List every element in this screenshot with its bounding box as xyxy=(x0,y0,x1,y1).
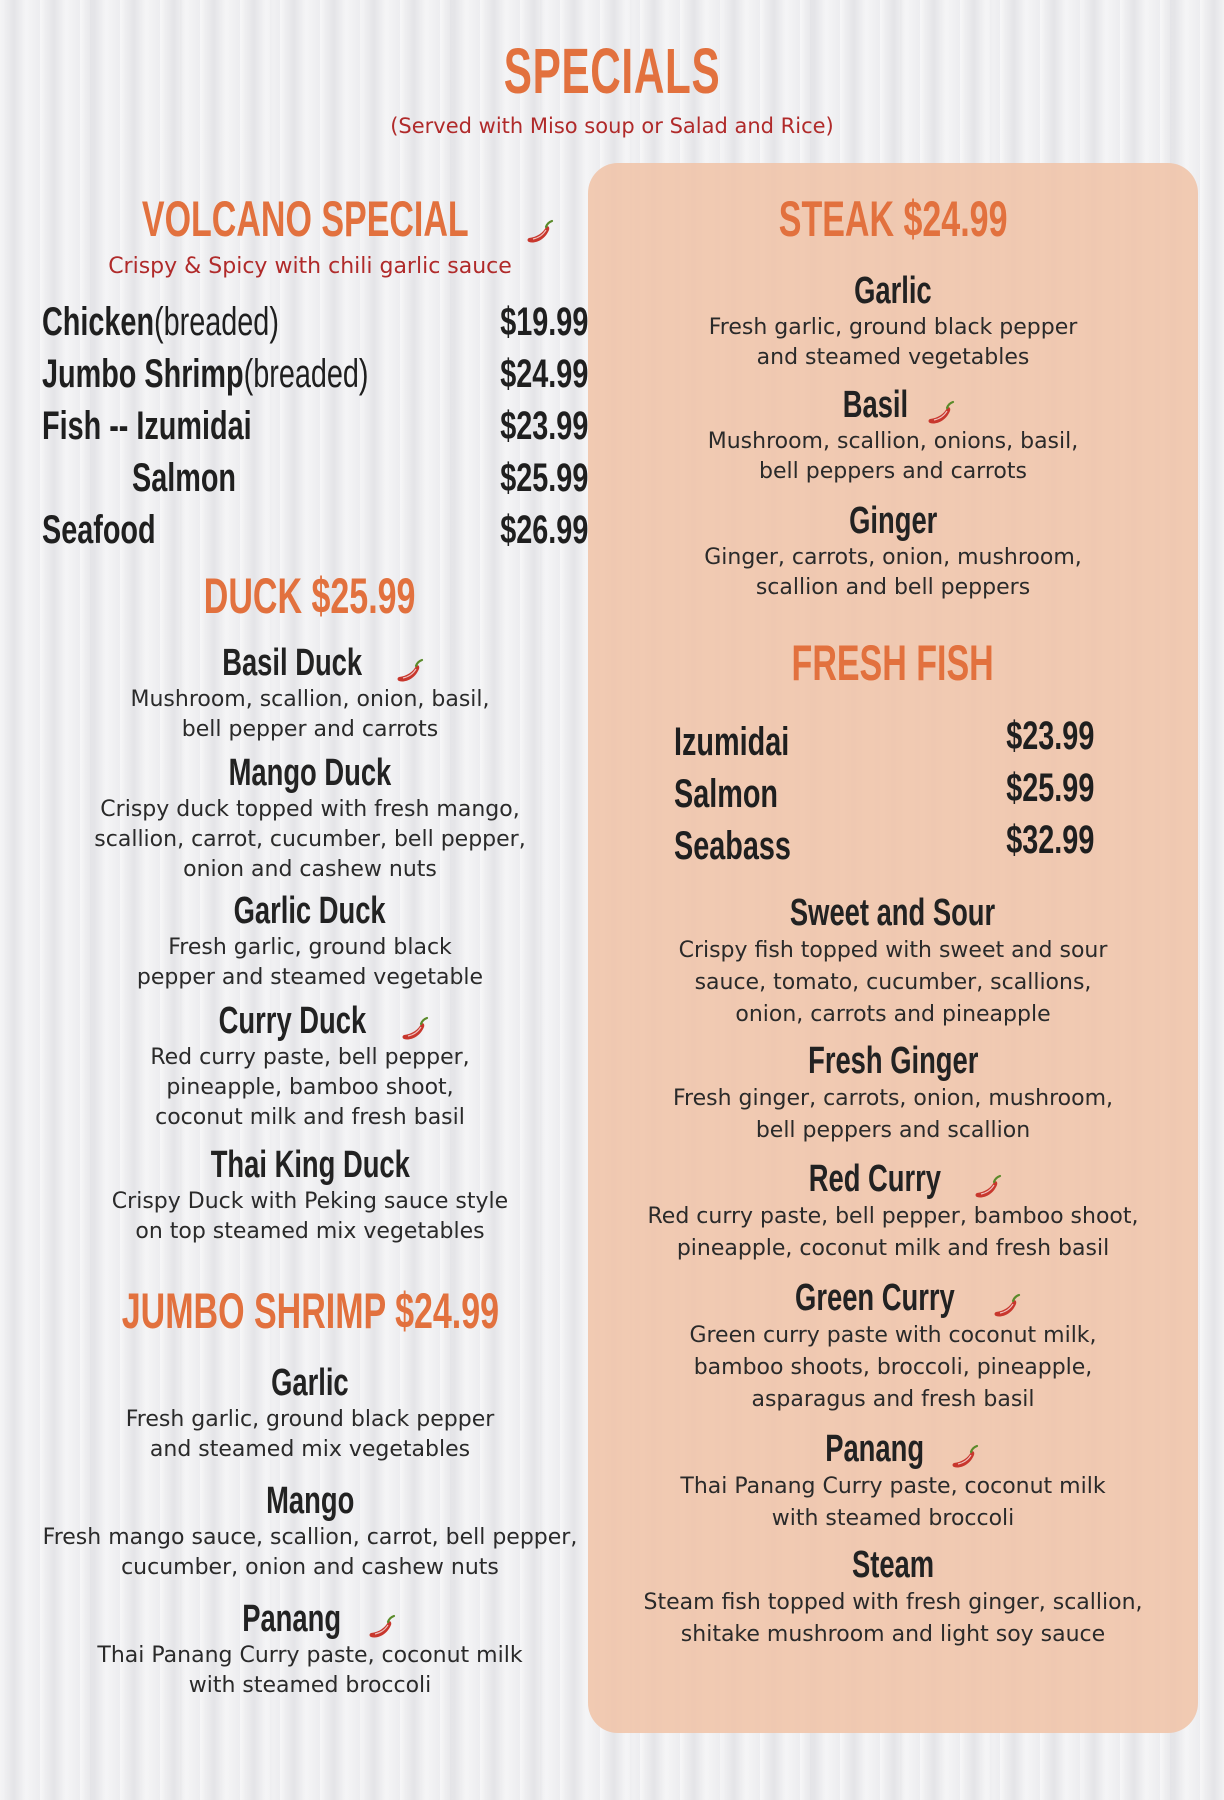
chili-pepper-icon xyxy=(973,1173,1003,1201)
dish-name: Basil Duck xyxy=(222,642,362,684)
fish-item xyxy=(674,766,1094,822)
fish-item xyxy=(674,818,1094,874)
dish-desc: bell peppers and carrots xyxy=(759,459,1027,484)
steak-dish xyxy=(588,500,1198,603)
dish-desc: bell peppers and scallion xyxy=(755,1118,1031,1143)
dish-desc: coconut milk and fresh basil xyxy=(155,1105,465,1130)
duck-dish xyxy=(20,1000,600,1133)
chili-pepper-icon xyxy=(992,1292,1022,1320)
dish-desc: Fresh garlic, ground black pepper xyxy=(125,1407,495,1432)
dish-desc: bamboo shoots, broccoli, pineapple, xyxy=(693,1355,1093,1380)
fish-dish xyxy=(588,1040,1198,1147)
chili-pepper-icon xyxy=(367,1613,397,1641)
item-name: Salmon xyxy=(132,456,237,500)
dish-desc: Red curry paste, bell pepper, xyxy=(150,1045,470,1070)
dish-name: Panang xyxy=(242,1598,342,1640)
left-column xyxy=(20,0,600,1800)
dish-name: Fresh Ginger xyxy=(807,1040,979,1082)
item-price: $25.99 xyxy=(1005,766,1094,810)
volcano-item xyxy=(42,508,588,558)
duck-dish xyxy=(20,752,600,885)
fish-section-header xyxy=(588,634,1198,692)
steak-dish xyxy=(588,270,1198,373)
dish-name: Garlic Duck xyxy=(233,890,387,932)
steak-section-header xyxy=(588,190,1198,248)
duck-section-header xyxy=(20,567,600,625)
dish-name: Basil xyxy=(842,384,908,426)
dish-desc: onion and cashew nuts xyxy=(183,857,437,882)
fish-dish xyxy=(588,1544,1198,1651)
dish-desc: Ginger, carrots, onion, mushroom, xyxy=(704,545,1082,570)
chili-pepper-icon xyxy=(400,1015,430,1043)
chili-pepper-icon xyxy=(395,657,425,685)
dish-name: Ginger xyxy=(848,500,938,542)
dish-desc: bell pepper and carrots xyxy=(181,717,439,742)
page-subtitle: (Served with Miso soup or Salad and Rice) xyxy=(390,114,834,138)
fish-title: FRESH FISH xyxy=(791,635,995,691)
volcano-title: VOLCANO SPECIAL xyxy=(141,191,469,247)
item-name: Fish -- Izumidai xyxy=(42,404,252,448)
dish-desc: Mushroom, scallion, onion, basil, xyxy=(130,687,490,712)
dish-desc: scallion and bell peppers xyxy=(755,575,1031,600)
dish-desc: Steam fish topped with fresh ginger, scallion, xyxy=(643,1590,1143,1615)
volcano-section-header xyxy=(20,190,600,248)
fish-dish xyxy=(588,1158,1198,1265)
item-name: Jumbo Shrimp xyxy=(42,352,244,396)
dish-desc: onion, carrots and pineapple xyxy=(735,1002,1051,1027)
dish-desc: Thai Panang Curry paste, coconut milk xyxy=(97,1643,523,1668)
dish-desc: Mushroom, scallion, onions, basil, xyxy=(707,429,1079,454)
item-name: Salmon xyxy=(674,772,779,816)
item-name: Izumidai xyxy=(674,720,790,764)
steak-title: STEAK $24.99 xyxy=(778,191,1008,247)
shrimp-dish xyxy=(20,1480,600,1583)
chili-pepper-icon xyxy=(926,399,956,427)
volcano-item xyxy=(42,404,588,454)
dish-name: Mango Duck xyxy=(228,752,392,794)
volcano-subtitle: Crispy & Spicy with chili garlic sauce xyxy=(108,254,512,279)
fish-dish xyxy=(588,1277,1198,1416)
item-price: $19.99 xyxy=(499,300,588,344)
item-price: $23.99 xyxy=(499,404,588,448)
dish-name: Garlic xyxy=(271,1362,349,1404)
dish-desc: pineapple, bamboo shoot, xyxy=(166,1075,454,1100)
specials-title: SPECIALS xyxy=(503,35,721,107)
dish-desc: Green curry paste with coconut milk, xyxy=(689,1323,1097,1348)
dish-desc: Fresh garlic, ground black pepper xyxy=(708,315,1078,340)
duck-dish xyxy=(20,642,600,745)
item-price: $25.99 xyxy=(499,456,588,500)
dish-desc: Fresh mango sauce, scallion, carrot, bell pepper, xyxy=(42,1525,578,1550)
dish-desc: pineapple, coconut milk and fresh basil xyxy=(676,1236,1110,1261)
dish-name: Sweet and Sour xyxy=(790,892,996,934)
dish-desc: Crispy duck topped with fresh mango, xyxy=(100,797,520,822)
shrimp-title: JUMBO SHRIMP $24.99 xyxy=(121,1283,499,1339)
dish-desc: and steamed vegetables xyxy=(756,345,1030,370)
chili-pepper-icon xyxy=(950,1443,980,1471)
item-note: (breaded) xyxy=(154,300,279,344)
fish-item xyxy=(674,714,1094,770)
item-name: Seabass xyxy=(674,824,791,868)
dish-name: Panang xyxy=(825,1428,925,1470)
dish-desc: with steamed broccoli xyxy=(771,1506,1015,1531)
item-price: $32.99 xyxy=(1005,818,1094,862)
fish-dish xyxy=(588,1428,1198,1535)
dish-desc: Crispy Duck with Peking sauce style xyxy=(111,1189,509,1214)
dish-desc: sauce, tomato, cucumber, scallions, xyxy=(694,970,1092,995)
fish-dish xyxy=(588,892,1198,1031)
dish-desc: and steamed mix vegetables xyxy=(149,1437,471,1462)
item-name: Seafood xyxy=(42,508,156,552)
dish-desc: Fresh ginger, carrots, onion, mushroom, xyxy=(672,1086,1114,1111)
shrimp-section-header xyxy=(20,1282,600,1340)
dish-name: Thai King Duck xyxy=(210,1144,410,1186)
dish-desc: asparagus and fresh basil xyxy=(751,1387,1035,1412)
item-price: $24.99 xyxy=(499,352,588,396)
dish-desc: Fresh garlic, ground black xyxy=(168,935,452,960)
dish-name: Green Curry xyxy=(795,1277,955,1319)
dish-desc: Crispy fish topped with sweet and sour xyxy=(678,938,1108,963)
chili-pepper-icon xyxy=(525,218,555,246)
volcano-item xyxy=(42,300,588,350)
right-column xyxy=(588,0,1198,1800)
dish-desc: Thai Panang Curry paste, coconut milk xyxy=(680,1474,1106,1499)
dish-desc: cucumber, onion and cashew nuts xyxy=(121,1555,499,1580)
duck-dish xyxy=(20,890,600,993)
dish-name: Mango xyxy=(265,1480,355,1522)
volcano-item xyxy=(42,456,588,506)
dish-desc: with steamed broccoli xyxy=(188,1673,432,1698)
dish-desc: scallion, carrot, cucumber, bell pepper, xyxy=(94,827,526,852)
duck-title: DUCK $25.99 xyxy=(204,568,416,624)
shrimp-dish xyxy=(20,1598,600,1701)
item-price: $23.99 xyxy=(1005,714,1094,758)
item-name: Chicken xyxy=(42,300,155,344)
dish-name: Steam xyxy=(851,1544,935,1586)
dish-desc: pepper and steamed vegetable xyxy=(136,965,484,990)
item-price: $26.99 xyxy=(499,508,588,552)
dish-desc: on top steamed mix vegetables xyxy=(135,1219,485,1244)
dish-desc: shitake mushroom and light soy sauce xyxy=(680,1622,1106,1647)
steak-dish xyxy=(588,384,1198,487)
shrimp-dish xyxy=(20,1362,600,1465)
dish-name: Red Curry xyxy=(808,1158,942,1200)
item-note: (breaded) xyxy=(243,352,369,396)
dish-name: Garlic xyxy=(854,270,932,312)
dish-name: Curry Duck xyxy=(218,1000,366,1042)
dish-desc: Red curry paste, bell pepper, bamboo shoot, xyxy=(647,1204,1139,1229)
volcano-item xyxy=(42,352,588,402)
duck-dish xyxy=(20,1144,600,1247)
